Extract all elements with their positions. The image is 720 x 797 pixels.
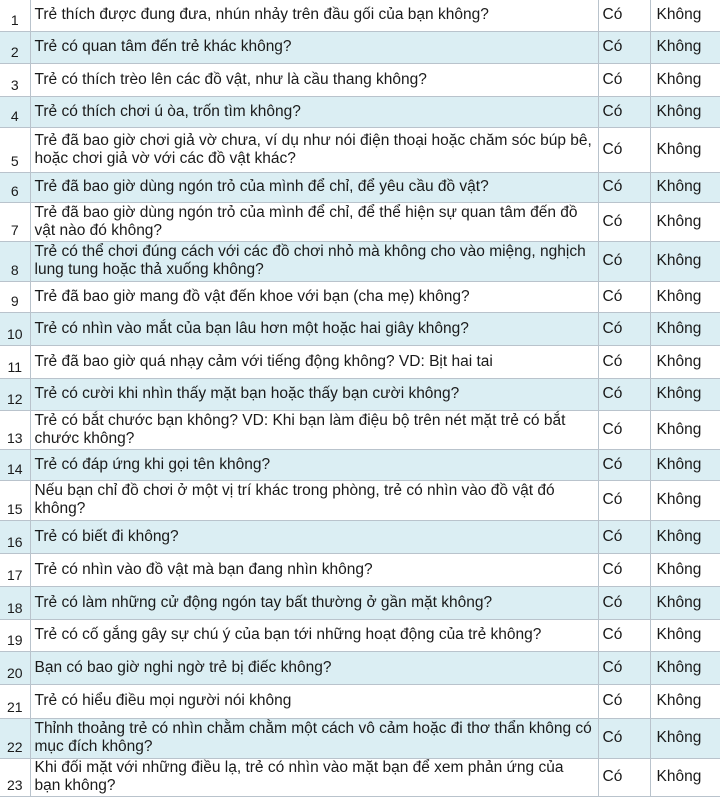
answer-yes[interactable]: Có bbox=[598, 410, 650, 449]
question-number: 14 bbox=[0, 449, 30, 480]
answer-yes[interactable]: Có bbox=[598, 378, 650, 410]
question-number: 9 bbox=[0, 281, 30, 312]
answer-no[interactable]: Không bbox=[650, 0, 720, 31]
answer-yes[interactable]: Có bbox=[598, 281, 650, 312]
question-row bbox=[0, 96, 720, 127]
question-number: 1 bbox=[0, 0, 30, 31]
answer-yes[interactable]: Có bbox=[598, 345, 650, 378]
answer-yes[interactable]: Có bbox=[598, 480, 650, 520]
question-number: 15 bbox=[0, 480, 30, 520]
question-text: Trẻ thích được đung đưa, nhún nhảy trên đầu gối của bạn không? bbox=[30, 0, 598, 31]
answer-no[interactable]: Không bbox=[650, 520, 720, 553]
answer-yes[interactable]: Có bbox=[598, 312, 650, 345]
question-number: 5 bbox=[0, 127, 30, 172]
question-row bbox=[0, 241, 720, 281]
question-text: Trẻ có bắt chước bạn không? VD: Khi bạn làm điệu bộ trên nét mặt trẻ có bắt chước không? bbox=[30, 410, 598, 449]
question-row bbox=[0, 758, 720, 796]
answer-no[interactable]: Không bbox=[650, 651, 720, 684]
question-text: Trẻ đã bao giờ mang đồ vật đến khoe với bạn (cha mẹ) không? bbox=[30, 281, 598, 312]
question-row bbox=[0, 449, 720, 480]
question-number: 4 bbox=[0, 96, 30, 127]
question-text: Bạn có bao giờ nghi ngờ trẻ bị điếc không? bbox=[30, 651, 598, 684]
answer-no[interactable]: Không bbox=[650, 345, 720, 378]
question-text: Trẻ có làm những cử động ngón tay bất thường ở gần mặt không? bbox=[30, 586, 598, 619]
answer-yes[interactable]: Có bbox=[598, 684, 650, 718]
answer-no[interactable]: Không bbox=[650, 127, 720, 172]
answer-no[interactable]: Không bbox=[650, 378, 720, 410]
answer-no[interactable]: Không bbox=[650, 718, 720, 758]
question-text: Trẻ có nhìn vào đồ vật mà bạn đang nhìn không? bbox=[30, 553, 598, 586]
question-row bbox=[0, 480, 720, 520]
question-number: 21 bbox=[0, 684, 30, 718]
question-number: 2 bbox=[0, 31, 30, 63]
question-text: Trẻ có cố gắng gây sự chú ý của bạn tới những hoạt động của trẻ không? bbox=[30, 619, 598, 651]
answer-no[interactable]: Không bbox=[650, 684, 720, 718]
question-row bbox=[0, 520, 720, 553]
answer-yes[interactable]: Có bbox=[598, 586, 650, 619]
question-row bbox=[0, 684, 720, 718]
answer-no[interactable]: Không bbox=[650, 410, 720, 449]
question-text: Trẻ có quan tâm đến trẻ khác không? bbox=[30, 31, 598, 63]
question-number: 17 bbox=[0, 553, 30, 586]
question-row bbox=[0, 651, 720, 684]
question-number: 6 bbox=[0, 172, 30, 202]
question-text: Trẻ có thích chơi ú òa, trốn tìm không? bbox=[30, 96, 598, 127]
question-number: 3 bbox=[0, 63, 30, 96]
answer-yes[interactable]: Có bbox=[598, 241, 650, 281]
question-row bbox=[0, 586, 720, 619]
question-text: Nếu bạn chỉ đồ chơi ở một vị trí khác trong phòng, trẻ có nhìn vào đồ vật đó không? bbox=[30, 480, 598, 520]
answer-yes[interactable]: Có bbox=[598, 619, 650, 651]
question-row bbox=[0, 0, 720, 31]
question-text: Trẻ có thể chơi đúng cách với các đồ chơi nhỏ mà không cho vào miệng, nghịch lung tung hoặc thả xuống không? bbox=[30, 241, 598, 281]
answer-yes[interactable]: Có bbox=[598, 31, 650, 63]
answer-yes[interactable]: Có bbox=[598, 172, 650, 202]
question-row bbox=[0, 553, 720, 586]
answer-yes[interactable]: Có bbox=[598, 651, 650, 684]
question-number: 23 bbox=[0, 758, 30, 796]
question-row bbox=[0, 31, 720, 63]
answer-no[interactable]: Không bbox=[650, 63, 720, 96]
question-number: 12 bbox=[0, 378, 30, 410]
question-number: 20 bbox=[0, 651, 30, 684]
question-number: 8 bbox=[0, 241, 30, 281]
answer-yes[interactable]: Có bbox=[598, 449, 650, 480]
answer-no[interactable]: Không bbox=[650, 449, 720, 480]
question-text: Trẻ đã bao giờ quá nhạy cảm với tiếng động không? VD: Bịt hai tai bbox=[30, 345, 598, 378]
answer-no[interactable]: Không bbox=[650, 172, 720, 202]
question-row bbox=[0, 378, 720, 410]
question-text: Trẻ có hiểu điều mọi người nói không bbox=[30, 684, 598, 718]
question-text: Trẻ đã bao giờ dùng ngón trỏ của mình để chỉ, để thể hiện sự quan tâm đến đồ vật nào đó không? bbox=[30, 202, 598, 241]
question-text: Trẻ có đáp ứng khi gọi tên không? bbox=[30, 449, 598, 480]
answer-yes[interactable]: Có bbox=[598, 0, 650, 31]
answer-no[interactable]: Không bbox=[650, 312, 720, 345]
answer-yes[interactable]: Có bbox=[598, 202, 650, 241]
question-number: 22 bbox=[0, 718, 30, 758]
question-text: Trẻ có cười khi nhìn thấy mặt bạn hoặc thấy bạn cười không? bbox=[30, 378, 598, 410]
question-row bbox=[0, 202, 720, 241]
answer-no[interactable]: Không bbox=[650, 241, 720, 281]
answer-yes[interactable]: Có bbox=[598, 63, 650, 96]
answer-yes[interactable]: Có bbox=[598, 96, 650, 127]
question-row bbox=[0, 718, 720, 758]
answer-no[interactable]: Không bbox=[650, 281, 720, 312]
question-text: Khi đối mặt với những điều lạ, trẻ có nhìn vào mặt bạn để xem phản ứng của bạn không? bbox=[30, 758, 598, 796]
question-row bbox=[0, 345, 720, 378]
question-row bbox=[0, 619, 720, 651]
answer-no[interactable]: Không bbox=[650, 586, 720, 619]
answer-no[interactable]: Không bbox=[650, 619, 720, 651]
answer-no[interactable]: Không bbox=[650, 480, 720, 520]
question-row bbox=[0, 127, 720, 172]
question-number: 13 bbox=[0, 410, 30, 449]
question-row bbox=[0, 63, 720, 96]
question-text: Thỉnh thoảng trẻ có nhìn chằm chằm một cách vô cảm hoặc đi thơ thẩn không có mục đích không? bbox=[30, 718, 598, 758]
question-text: Trẻ đã bao giờ dùng ngón trỏ của mình để chỉ, để yêu cầu đồ vật? bbox=[30, 172, 598, 202]
question-number: 18 bbox=[0, 586, 30, 619]
question-number: 11 bbox=[0, 345, 30, 378]
question-number: 7 bbox=[0, 202, 30, 241]
question-row bbox=[0, 281, 720, 312]
answer-yes[interactable]: Có bbox=[598, 758, 650, 796]
answer-yes[interactable]: Có bbox=[598, 520, 650, 553]
answer-no[interactable]: Không bbox=[650, 758, 720, 796]
answer-no[interactable]: Không bbox=[650, 96, 720, 127]
question-text: Trẻ có nhìn vào mắt của bạn lâu hơn một hoặc hai giây không? bbox=[30, 312, 598, 345]
answer-no[interactable]: Không bbox=[650, 31, 720, 63]
question-number: 16 bbox=[0, 520, 30, 553]
question-row bbox=[0, 410, 720, 449]
answer-no[interactable]: Không bbox=[650, 553, 720, 586]
question-row bbox=[0, 172, 720, 202]
question-number: 10 bbox=[0, 312, 30, 345]
question-text: Trẻ đã bao giờ chơi giả vờ chưa, ví dụ như nói điện thoại hoặc chăm sóc búp bê, hoặc chơi giả vờ với các đồ vật khác? bbox=[30, 127, 598, 172]
question-number: 19 bbox=[0, 619, 30, 651]
answer-yes[interactable]: Có bbox=[598, 553, 650, 586]
question-text: Trẻ có biết đi không? bbox=[30, 520, 598, 553]
question-row bbox=[0, 312, 720, 345]
answer-no[interactable]: Không bbox=[650, 202, 720, 241]
answer-yes[interactable]: Có bbox=[598, 718, 650, 758]
answer-yes[interactable]: Có bbox=[598, 127, 650, 172]
question-text: Trẻ có thích trèo lên các đồ vật, như là cầu thang không? bbox=[30, 63, 598, 96]
